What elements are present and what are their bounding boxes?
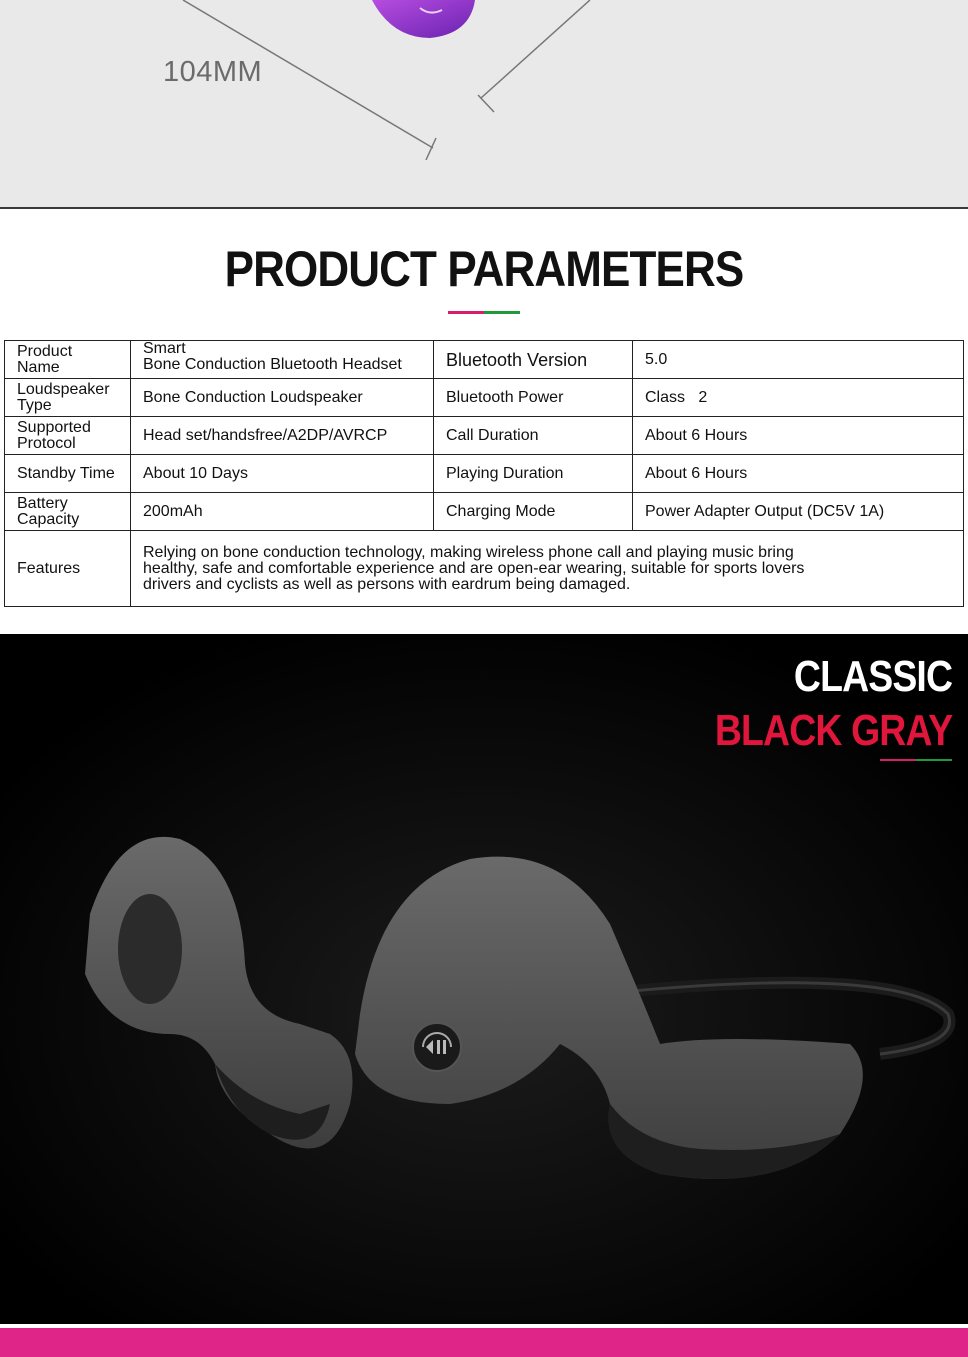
bottom-accent-band xyxy=(0,1328,968,1357)
param-label: Product Name xyxy=(5,341,131,379)
param-value: Bone Conduction Loudspeaker xyxy=(131,379,434,417)
earpiece-purple-shape xyxy=(372,0,475,38)
param-label: Call Duration xyxy=(434,417,633,455)
parameters-table xyxy=(4,340,964,607)
parameters-title: PRODUCT PARAMETERS xyxy=(224,241,744,297)
left-transducer-shape xyxy=(118,894,182,1004)
param-label: Loudspeaker Type xyxy=(5,379,131,417)
param-value: About 6 Hours xyxy=(633,455,964,493)
section-divider xyxy=(0,207,968,209)
param-value: Power Adapter Output (DC5V 1A) xyxy=(633,493,964,531)
table-row xyxy=(5,341,964,379)
dimension-lines-graphic xyxy=(0,0,968,207)
color-title-line2: BLACK GRAY xyxy=(714,706,952,755)
param-value: Class 2 xyxy=(633,379,964,417)
dimension-diagram-section xyxy=(0,0,968,207)
param-value xyxy=(131,341,434,379)
table-row xyxy=(5,379,964,417)
dimension-label: 104MM xyxy=(163,56,263,88)
product-name-value: Smart Bone Conduction Bluetooth Headset xyxy=(143,339,402,373)
param-label: Bluetooth Power xyxy=(434,379,633,417)
param-label: Features xyxy=(5,531,131,607)
features-value: Relying on bone conduction technology, making wireless phone call and playing music bring healthy, safe and comfortable experience and are open-ear wearing, suitable for sports lovers drivers and cyclists as well as persons with eardrum being damaged. xyxy=(131,531,964,607)
param-label: Battery Capacity xyxy=(5,493,131,531)
param-label: Playing Duration xyxy=(434,455,633,493)
table-row xyxy=(5,417,964,455)
param-value: 5.0 xyxy=(633,341,964,379)
param-label: Supported Protocol xyxy=(5,417,131,455)
param-label: Standby Time xyxy=(5,455,131,493)
param-value: About 6 Hours xyxy=(633,417,964,455)
param-label: Bluetooth Version xyxy=(434,341,633,379)
table-row-features xyxy=(5,531,964,607)
param-value: Head set/handsfree/A2DP/AVRCP xyxy=(131,417,434,455)
title-underline xyxy=(448,311,520,314)
table-row xyxy=(5,493,964,531)
table-row xyxy=(5,455,964,493)
param-value: About 10 Days xyxy=(131,455,434,493)
color-title-line1: CLASSIC xyxy=(793,652,952,701)
param-value: 200mAh xyxy=(131,493,434,531)
param-label: Charging Mode xyxy=(434,493,633,531)
